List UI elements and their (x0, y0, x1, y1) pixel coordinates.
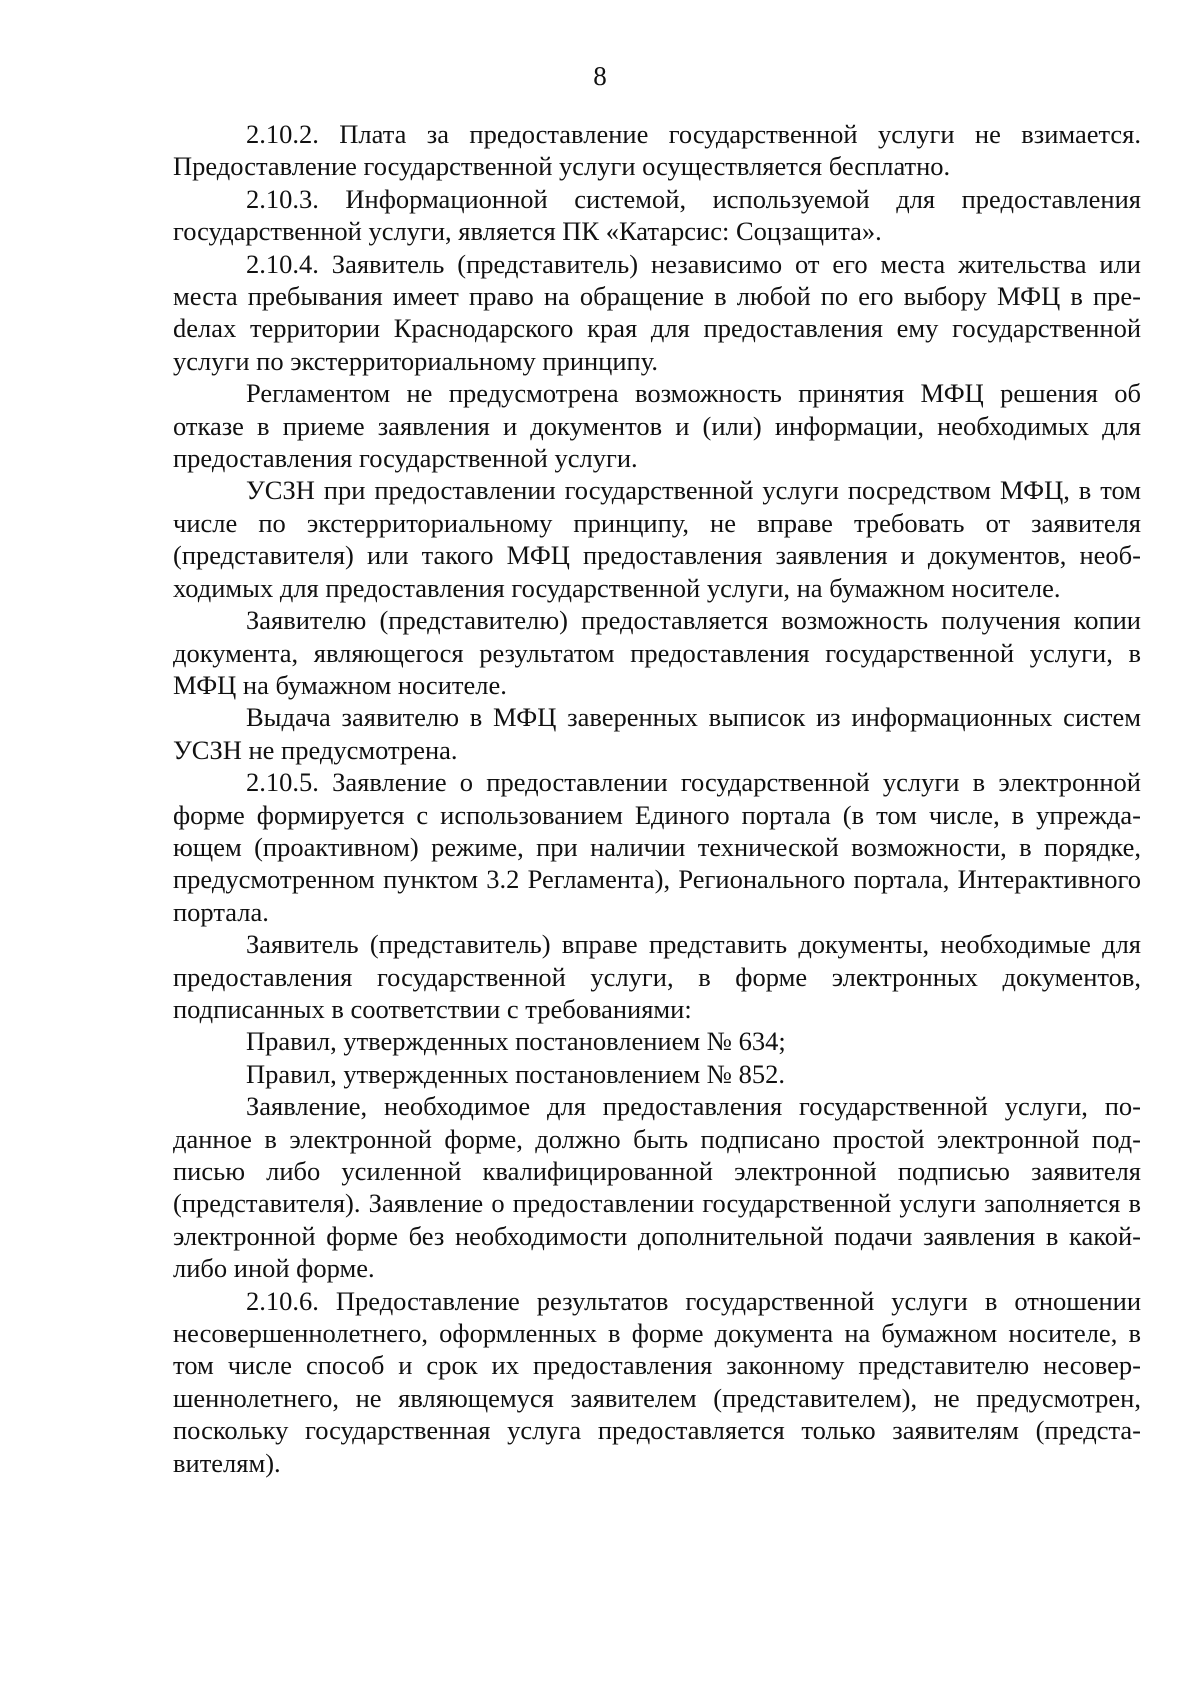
paragraph-electronic-signature: Заявление, необходимое для предоставления государственной услуги, поданное в электронной форме, должно быть подписано простой электронной подписью либо усиленной квалифицированной электронной подписью заявителя (представителя). Заявление о предоставлении государственной услуги заполняется в электронной форме без необходимости дополнительной подачи заявления в какой-либо иной форме. (173, 1091, 1141, 1284)
paragraph-2-10-2: 2.10.2. Плата за предоставление государственной услуги не взимается. Предоставление государственной услуги осуществляется бесплатно. (173, 119, 1141, 182)
paragraph-rules-852: Правил, утвержденных постановлением № 852. (246, 1058, 786, 1089)
paragraph-2-10-6: 2.10.6. Предоставление результатов государственной услуги в отношении несовершеннолетнего, оформленных в форме документа на бумажном носителе, в том числе способ и срок их предоставления законному представителю несовершеннолетнего, не являющемуся заявителем (представителем), не предусмотрен, поскольку государственная услуга предоставляется только заявителям (представителям). (173, 1285, 1141, 1478)
page-number: 8 (593, 61, 607, 91)
paragraph-2-10-5: 2.10.5. Заявление о предоставлении государственной услуги в электронной форме формируется с использованием Единого портала (в том числе, в упреждающем (проактивном) режиме, при наличии технической возможности, в порядке, предусмотренном пунктом 3.2 Регламента), Регионального портала, Интерактивного портала. (173, 767, 1141, 927)
paragraph-document-copy: Заявителю (представителю) предоставляется возможность получения копии документа, являющегося результатом предоставления государственной услуги, в МФЦ на бумажном носителе. (173, 605, 1141, 700)
paragraph-2-10-4: 2.10.4. Заявитель (представитель) независимо от его места жительства или места пребывания имеет право на обращение в любой по его выбору МФЦ в преdелах территории Краснодарского края для предоставления ему государственной услуги по экстерриториальному принципу. (173, 248, 1141, 376)
paragraph-extracts: Выдача заявителю в МФЦ заверенных выписок из информационных систем УСЗН не предусмотрена. (173, 702, 1141, 765)
document-body (173, 118, 1141, 1479)
paragraph-electronic-documents: Заявитель (представитель) вправе представить документы, необходимые для предоставления государственной услуги, в форме электронных документов, подписанных в соответствии с требованиями: (173, 929, 1141, 1024)
paragraph-2-10-3: 2.10.3. Информационной системой, используемой для предоставления государственной услуги, является ПК «Катарсис: Соцзащита». (173, 183, 1141, 247)
paragraph-rules-634: Правил, утвержденных постановлением № 634; (246, 1026, 786, 1057)
paragraph-refusal-not-provided: Регламентом не предусмотрена возможность принятия МФЦ решения об отказе в приеме заявления и документов и (или) информации, необходимых для предоставления государственной услуги. (173, 378, 1141, 474)
paragraph-uszn-mfc: УСЗН при предоставлении государственной услуги посредством МФЦ, в том числе по экстерриториальному принципу, не вправе требовать от заявителя (представителя) или такого МФЦ предоставления заявления и документов, необходимых для предоставления государственной услуги, на бумажном носителе. (173, 475, 1141, 603)
